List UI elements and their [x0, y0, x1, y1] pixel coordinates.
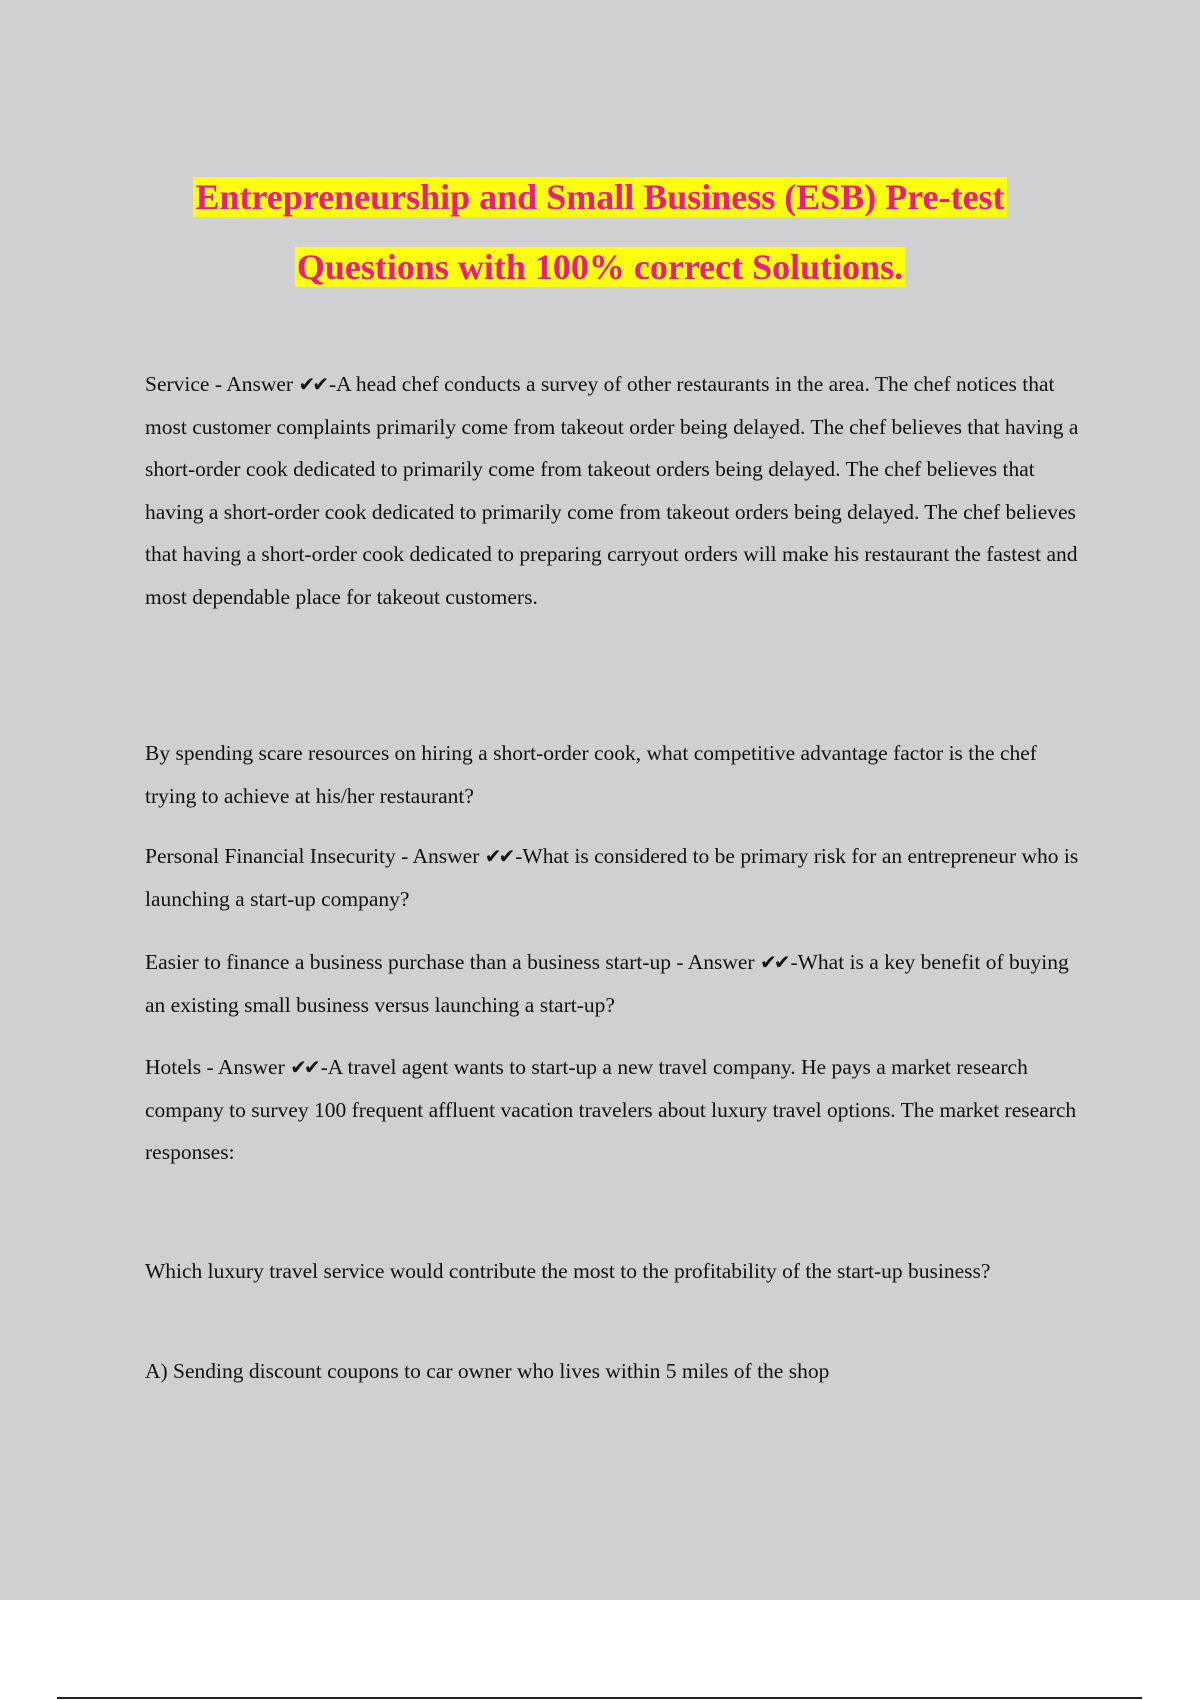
check-mark-icon: ✔✔ — [290, 1055, 318, 1079]
answer-text: -A head chef conducts a survey of other restaurants in the area. The chef notices that most customer complaints primarily come from takeout order being delayed. The chef believes that having a short-order cook dedicated to primarily come from takeout orders being delayed. The chef believes that having a short-order cook dedicated to primarily come from takeout orders being delayed. The chef believes that having a short-order cook dedicated to preparing carryout orders will make his restaurant the fastest and most dependable place for takeout customers. — [145, 372, 1079, 609]
answer-lead: Hotels - Answer — [145, 1055, 291, 1079]
check-mark-icon: ✔✔ — [298, 372, 326, 396]
answer-text: -What is a key benefit of buying an existing small business versus launching a start-up? — [145, 950, 1069, 1017]
answer-lead: Easier to finance a business purchase than a business start-up - Answer — [145, 950, 760, 974]
document-title — [0, 162, 1200, 302]
check-mark-icon: ✔✔ — [484, 844, 513, 868]
option-paragraph: A) Sending discount coupons to car owner who lives within 5 miles of the shop — [145, 1359, 830, 1383]
title-line-1: Entrepreneurship and Small Business (ESB) Pre-test — [195, 177, 1005, 217]
answer-paragraph-service — [145, 363, 1090, 618]
answer-lead: Service - Answer — [145, 372, 299, 396]
answer-paragraph-financial-insecurity — [145, 835, 1090, 920]
question-paragraph: By spending scare resources on hiring a short-order cook, what competitive advantage factor is the chef trying to achieve at his/her restaurant? — [145, 741, 1037, 808]
answer-text: -What is considered to be primary risk for an entrepreneur who is launching a start-up company? — [145, 844, 1079, 911]
check-mark-icon: ✔✔ — [759, 950, 788, 974]
answer-text: -A travel agent wants to start-up a new travel company. He pays a market research company to survey 100 frequent affluent vacation travelers about luxury travel options. The market research responses: — [145, 1055, 1077, 1164]
title-line-2: Questions with 100% correct Solutions. — [296, 247, 904, 287]
footer-divider — [57, 1697, 1142, 1699]
answer-lead: Personal Financial Insecurity - Answer — [145, 844, 485, 868]
answer-paragraph-easier-to-finance — [145, 941, 1090, 1026]
question-paragraph: Which luxury travel service would contribute the most to the profitability of the start-up business? — [145, 1259, 991, 1283]
answer-paragraph-hotels — [145, 1046, 1090, 1174]
